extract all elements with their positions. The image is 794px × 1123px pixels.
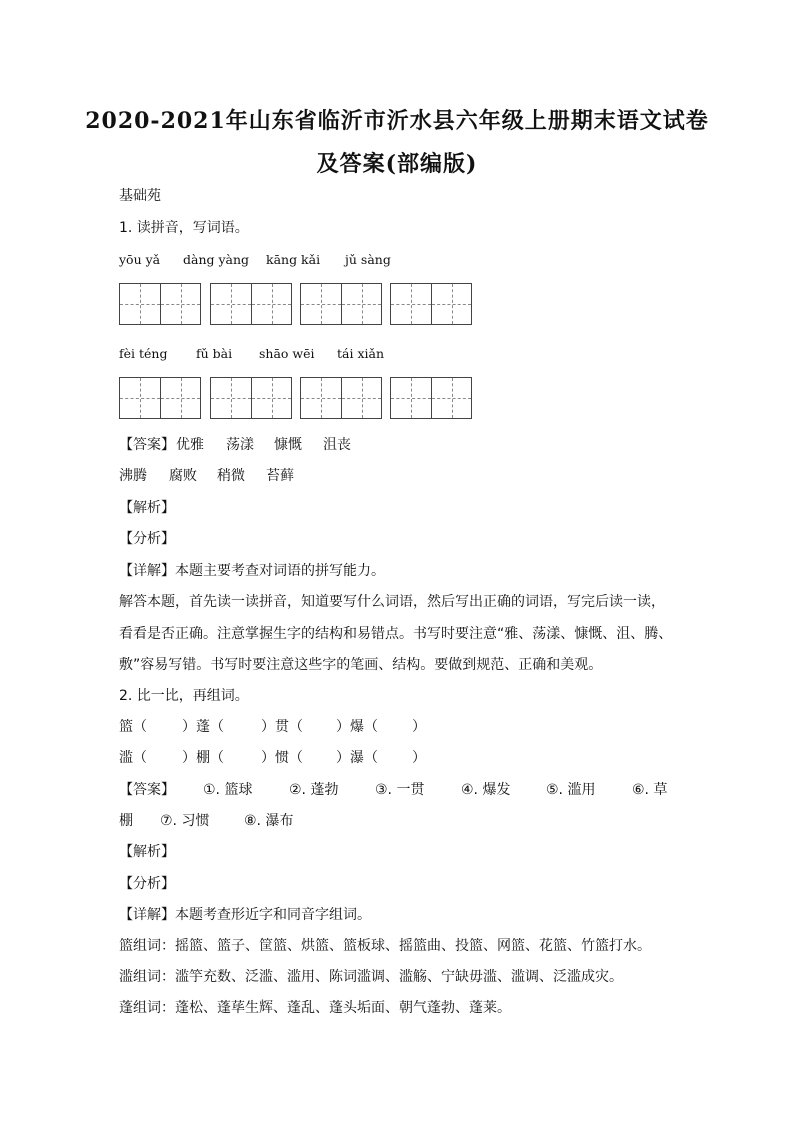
compare-item: 滥（ (119, 750, 147, 766)
breakdown-label: 【分析】 (119, 531, 175, 547)
answer-item: ①. 篮球 (203, 782, 253, 798)
analysis-label: 【解析】 (119, 500, 175, 516)
answer-item: ⑤. 滥用 (546, 782, 596, 798)
answer-item: ③. 一贯 (375, 782, 425, 798)
answer-word: 荡漾 (226, 437, 254, 453)
writing-grid-box[interactable] (390, 377, 472, 419)
answer-word: 沸腾 (119, 468, 147, 484)
answer-word: 苔藓 (266, 468, 294, 484)
answer-word: 优雅 (176, 437, 204, 453)
compare-item: ）棚（ (182, 750, 224, 766)
writing-grid-box[interactable] (119, 377, 201, 419)
detail-line (119, 905, 371, 925)
explanation-paragraph-2: 看看是否正确。注意掌握生字的结构和易错点。书写时要注意“雅、荡漾、慷慨、沮、腾、 (119, 626, 673, 642)
detail-text: 本题主要考查对词语的拼写能力。 (175, 563, 385, 579)
answer-word: 稍微 (217, 468, 245, 484)
compare-item: ）蓬（ (182, 719, 224, 735)
answer-item: ⑧. 瀑布 (244, 813, 294, 829)
detail-label: 【详解】 (119, 907, 175, 923)
pinyin-7: shāo wēi (259, 346, 315, 361)
compare-item: ） (412, 750, 426, 766)
compare-item: ）爆（ (336, 719, 378, 735)
writing-grid-box[interactable] (210, 283, 292, 325)
question-2-stem: 2. 比一比，再组词。 (119, 688, 249, 704)
compare-item: ）惯（ (261, 750, 303, 766)
answer-label: 【答案】 (119, 437, 175, 453)
compare-item: 篮（ (119, 719, 147, 735)
writing-grid-box[interactable] (210, 377, 292, 419)
answer-item: ⑥. 草 (632, 782, 668, 798)
writing-grid-box[interactable] (300, 377, 382, 419)
pinyin-4: jǔ sàng (345, 252, 391, 267)
pinyin-5: fèi téng (119, 346, 168, 361)
pinyin-2: dàng yàng (183, 252, 250, 267)
answer-item: ④. 爆发 (461, 782, 511, 798)
pinyin-3: kāng kǎi (266, 252, 321, 267)
section-heading: 基础苑 (119, 188, 161, 204)
document-title-line-1: 2020-2021年山东省临沂市沂水县六年级上册期末语文试卷 (85, 108, 709, 134)
detail-text: 本题考查形近字和同音字组词。 (175, 907, 371, 923)
answer-item: ②. 蓬勃 (289, 782, 339, 798)
question-1-stem: 1. 读拼音，写词语。 (119, 220, 249, 236)
pinyin-8: tái xiǎn (337, 346, 384, 361)
word-group-lan-basket: 篮组词：摇篮、篮子、筐篮、烘篮、篮板球、摇篮曲、投篮、网篮、花篮、竹篮打水。 (119, 938, 651, 954)
answer-item: ⑦. 习惯 (160, 813, 210, 829)
explanation-paragraph-3: 敷”容易写错。书写时要注意这些字的笔画、结构。要做到规范、正确和美观。 (119, 657, 603, 673)
writing-grid-box[interactable] (119, 283, 201, 325)
document-title-line-2: 及答案(部编版) (316, 151, 478, 177)
writing-grid-box[interactable] (300, 283, 382, 325)
compare-item: ）瀑（ (336, 750, 378, 766)
answer-word: 腐败 (169, 468, 197, 484)
pinyin-1: yōu yǎ (119, 252, 161, 267)
detail-line (119, 561, 385, 581)
detail-label: 【详解】 (119, 563, 175, 579)
word-group-lan-flood: 滥组词：滥竽充数、泛滥、滥用、陈词滥调、滥觞、宁缺毋滥、滥调、泛滥成灾。 (119, 969, 623, 985)
breakdown-label: 【分析】 (119, 876, 175, 892)
writing-grid-box[interactable] (390, 283, 472, 325)
answer-item: 棚 (119, 813, 133, 829)
answer-word: 慷慨 (274, 437, 302, 453)
compare-item: ） (412, 719, 426, 735)
pinyin-6: fǔ bài (196, 346, 233, 361)
analysis-label: 【解析】 (119, 844, 175, 860)
explanation-paragraph-1: 解答本题，首先读一读拼音，知道要写什么词语，然后写出正确的词语，写完后读一读， (119, 594, 665, 610)
word-group-peng: 蓬组词：蓬松、蓬荜生辉、蓬乱、蓬头垢面、朝气蓬勃、蓬莱。 (119, 1000, 511, 1016)
answer-label: 【答案】 (119, 782, 175, 798)
answer-word: 沮丧 (323, 437, 351, 453)
compare-item: ）贯（ (261, 719, 303, 735)
